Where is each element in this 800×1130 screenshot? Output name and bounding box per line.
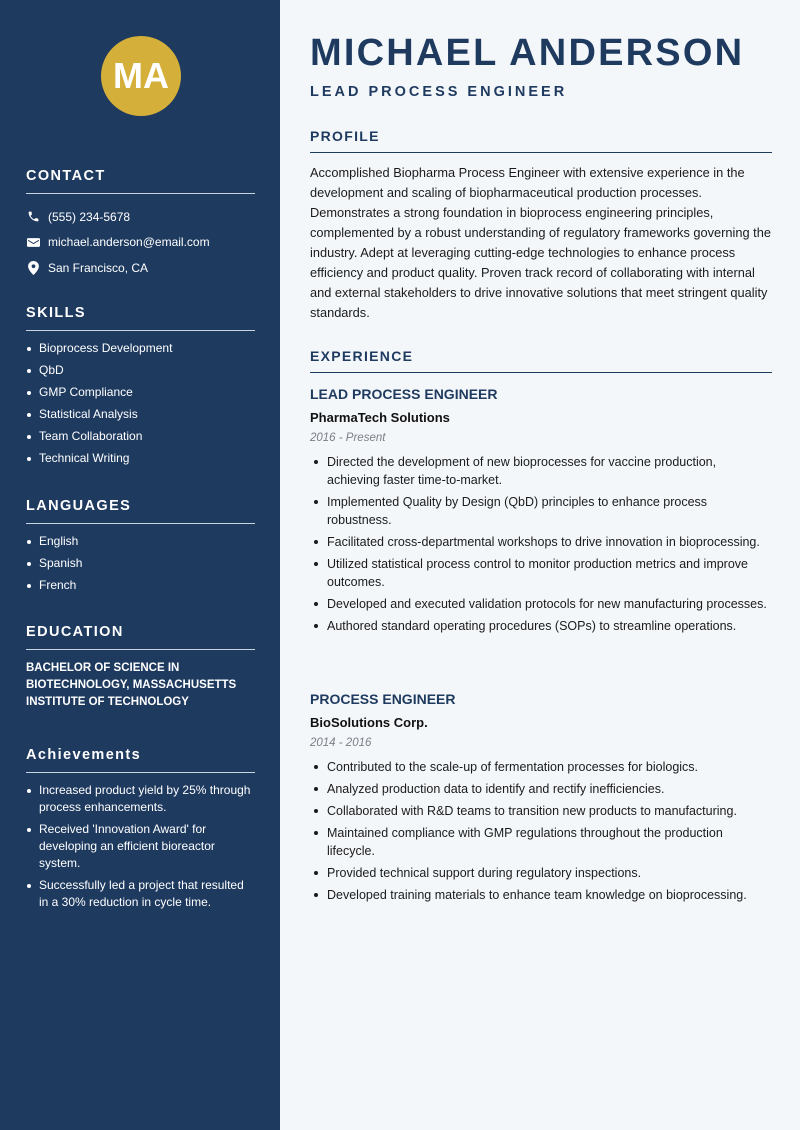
avatar-initials: MA	[113, 55, 169, 96]
job-dates: 2016 - Present	[310, 432, 386, 444]
skill-item: Statistical Analysis	[26, 406, 255, 423]
languages-list	[26, 533, 255, 594]
skills-heading: SKILLS	[26, 305, 255, 331]
languages-section	[26, 498, 255, 599]
language-item: English	[26, 533, 255, 550]
contact-phone-text: (555) 234-5678	[48, 209, 131, 224]
education-degree: BACHELOR OF SCIENCE IN BIOTECHNOLOGY, MASSACHUSETTS INSTITUTE OF TECHNOLOGY	[26, 662, 237, 708]
achievement-item: Increased product yield by 25% through process enhancements.	[26, 782, 255, 816]
skills-section	[26, 305, 255, 472]
languages-heading: LANGUAGES	[26, 498, 255, 524]
job-title: PROCESS ENGINEER	[310, 691, 456, 707]
contact-list	[26, 204, 255, 281]
achievements-section	[26, 747, 255, 916]
job-bullet: Facilitated cross-departmental workshops to drive innovation in bioprocessing.	[310, 533, 772, 551]
job-bullet: Developed training materials to enhance team knowledge on bioprocessing.	[310, 886, 772, 904]
job-dates: 2014 - 2016	[310, 737, 372, 749]
contact-section	[26, 168, 255, 281]
job-bullets	[310, 758, 772, 904]
contact-location	[26, 255, 255, 281]
job-bullet: Developed and executed validation protocols for new manufacturing processes.	[310, 595, 772, 613]
job-entry	[310, 386, 772, 639]
job-bullet: Directed the development of new bioprocesses for vaccine production, achieving faster time-to-market.	[310, 453, 772, 489]
job-company: PharmaTech Solutions	[310, 410, 450, 425]
job-bullet: Maintained compliance with GMP regulations throughout the production lifecycle.	[310, 824, 772, 860]
language-item: French	[26, 577, 255, 594]
phone-icon	[26, 210, 40, 224]
contact-email-text: michael.anderson@email.com	[48, 235, 210, 250]
sidebar	[0, 0, 280, 1130]
achievement-item: Successfully led a project that resulted in a 30% reduction in cycle time.	[26, 877, 255, 911]
achievements-list	[26, 782, 255, 911]
contact-phone	[26, 204, 255, 230]
achievement-item: Received 'Innovation Award' for developing an efficient bioreactor system.	[26, 821, 255, 872]
language-item: Spanish	[26, 555, 255, 572]
avatar	[101, 36, 181, 116]
job-company: BioSolutions Corp.	[310, 715, 428, 730]
profile-heading: PROFILE	[310, 128, 772, 153]
education-section	[26, 624, 255, 711]
location-pin-icon	[26, 261, 40, 275]
job-bullet: Provided technical support during regulatory inspections.	[310, 864, 772, 882]
skill-item: Technical Writing	[26, 450, 255, 467]
job-bullet: Implemented Quality by Design (QbD) principles to enhance process robustness.	[310, 493, 772, 529]
person-title: LEAD PROCESS ENGINEER	[310, 84, 568, 100]
skill-item: Team Collaboration	[26, 428, 255, 445]
skill-item: GMP Compliance	[26, 384, 255, 401]
achievements-heading: Achievements	[26, 747, 255, 773]
job-bullets	[310, 453, 772, 635]
job-bullet: Collaborated with R&D teams to transition new products to manufacturing.	[310, 802, 772, 820]
person-name: MICHAEL ANDERSON	[310, 32, 745, 74]
job-title: LEAD PROCESS ENGINEER	[310, 386, 498, 402]
job-bullet: Utilized statistical process control to monitor production metrics and improve outcomes.	[310, 555, 772, 591]
education-heading: EDUCATION	[26, 624, 255, 650]
job-bullet: Analyzed production data to identify and rectify inefficiencies.	[310, 780, 772, 798]
job-bullet: Authored standard operating procedures (SOPs) to streamline operations.	[310, 617, 772, 635]
experience-heading: EXPERIENCE	[310, 348, 772, 373]
skill-item: QbD	[26, 362, 255, 379]
email-icon	[26, 235, 40, 249]
profile-text: Accomplished Biopharma Process Engineer with extensive experience in the development and scaling of biopharmaceutical production processes. Demonstrates a strong foundation in bioprocess engineering principles, complemented by a robust understanding of regulatory frameworks governing the industry. Adept at leveraging cutting-edge technologies to enhance process efficiency and product quality. Proven track record of collaborating with internal and external stakeholders to drive innovative solutions that meet stringent quality standards.	[310, 165, 771, 320]
skills-list	[26, 340, 255, 467]
contact-heading: CONTACT	[26, 168, 255, 194]
skill-item: Bioprocess Development	[26, 340, 255, 357]
job-bullet: Contributed to the scale-up of fermentation processes for biologics.	[310, 758, 772, 776]
contact-email	[26, 230, 255, 256]
job-entry	[310, 691, 772, 908]
contact-location-text: San Francisco, CA	[48, 260, 149, 275]
